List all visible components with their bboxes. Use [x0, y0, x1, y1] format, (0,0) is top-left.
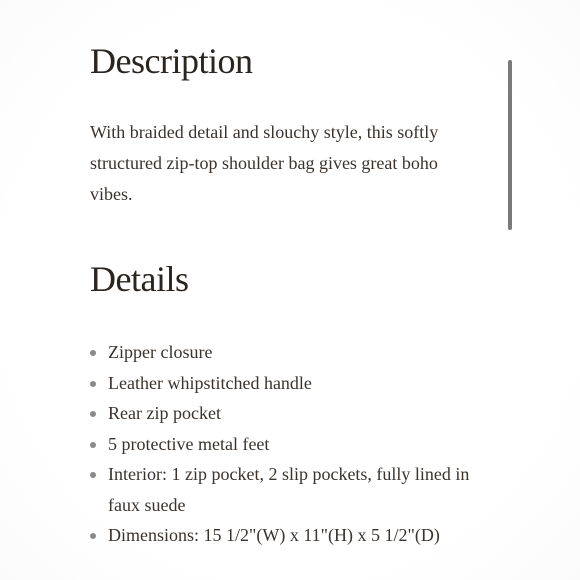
details-item-text: Rear zip pocket: [108, 403, 221, 424]
details-list: [90, 337, 490, 551]
details-list-item: [90, 429, 490, 460]
bullet-dot-icon: [90, 442, 96, 448]
details-item-text: Zipper closure: [108, 342, 213, 363]
details-item-text: Dimensions: 15 1/2"(W) x 11"(H) x 5 1/2"(D): [108, 525, 440, 546]
description-heading: Description: [90, 41, 253, 81]
bullet-dot-icon: [90, 381, 96, 387]
bullet-dot-icon: [90, 533, 96, 539]
details-list-item: [90, 337, 490, 368]
details-item-text: Leather whipstitched handle: [108, 372, 312, 393]
details-item-text: Interior: 1 zip pocket, 2 slip pockets, fully lined in faux suede: [108, 464, 470, 515]
bullet-dot-icon: [90, 411, 96, 417]
details-item-text: 5 protective metal feet: [108, 433, 270, 454]
scrollbar-thumb[interactable]: [508, 60, 512, 230]
details-list-item: [90, 520, 490, 551]
bullet-dot-icon: [90, 472, 96, 478]
details-heading: Details: [90, 259, 189, 300]
product-info-content: [90, 40, 490, 551]
details-list-item: [90, 459, 490, 520]
details-list-item: [90, 368, 490, 399]
bullet-dot-icon: [90, 350, 96, 356]
vertical-scrollbar[interactable]: [508, 60, 512, 230]
description-text: With braided detail and slouchy style, this softly structured zip-top shoulder bag gives great boho vibes.: [90, 122, 439, 205]
details-list-item: [90, 398, 490, 429]
